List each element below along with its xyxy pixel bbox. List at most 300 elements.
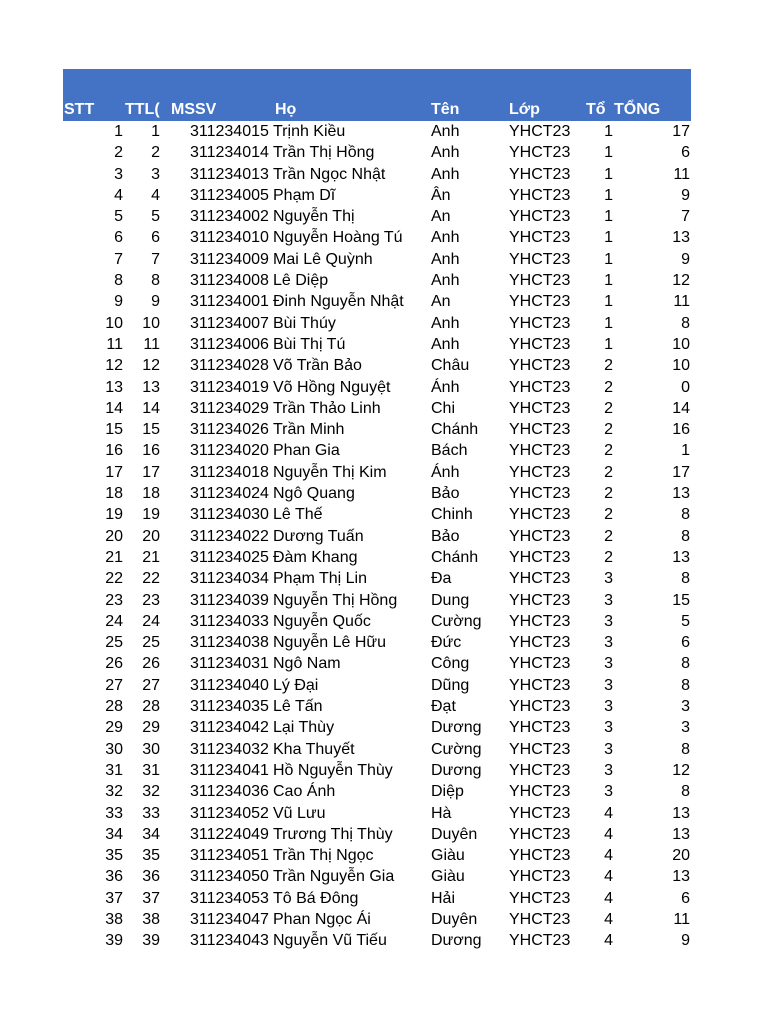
cell-ho[interactable]: Đinh Nguyễn Nhật [273, 293, 404, 311]
cell-ho[interactable]: Dương Tuấn [273, 527, 364, 545]
table-row[interactable] [63, 845, 691, 866]
cell-to[interactable]: 3 [604, 591, 613, 609]
cell-lop[interactable]: YHCT23 [509, 506, 571, 524]
cell-stt[interactable]: 16 [105, 442, 123, 460]
table-row[interactable] [63, 888, 691, 909]
cell-lop[interactable]: YHCT23 [509, 186, 571, 204]
cell-ttl[interactable]: 35 [142, 847, 160, 865]
cell-stt[interactable]: 30 [105, 740, 123, 758]
cell-lop[interactable]: YHCT23 [509, 208, 571, 226]
cell-to[interactable]: 2 [604, 548, 613, 566]
cell-lop[interactable]: YHCT23 [509, 719, 571, 737]
table-row[interactable] [63, 866, 691, 887]
cell-ho[interactable]: Phạm Thị Lin [273, 570, 367, 588]
cell-tong[interactable]: 8 [681, 570, 690, 588]
table-row[interactable] [63, 760, 691, 781]
cell-ttl[interactable]: 11 [143, 335, 160, 353]
table-row[interactable] [63, 206, 691, 227]
cell-ten[interactable]: Giàu [431, 868, 465, 886]
cell-stt[interactable]: 5 [114, 208, 123, 226]
cell-stt[interactable]: 3 [114, 165, 123, 183]
cell-lop[interactable]: YHCT23 [509, 463, 571, 481]
cell-mssv[interactable]: 311234002 [190, 208, 269, 226]
cell-stt[interactable]: 11 [106, 335, 123, 353]
cell-mssv[interactable]: 311234005 [190, 186, 269, 204]
cell-stt[interactable]: 37 [105, 889, 123, 907]
cell-stt[interactable]: 13 [105, 378, 123, 396]
cell-stt[interactable]: 1 [114, 123, 123, 140]
table-row[interactable] [63, 440, 691, 461]
cell-mssv[interactable]: 311234032 [190, 740, 269, 758]
cell-stt[interactable]: 22 [105, 570, 123, 588]
cell-tong[interactable]: 7 [681, 208, 690, 226]
cell-stt[interactable]: 19 [105, 506, 123, 524]
cell-to[interactable]: 3 [604, 612, 613, 630]
cell-lop[interactable]: YHCT23 [509, 740, 571, 758]
cell-stt[interactable]: 27 [105, 676, 123, 694]
cell-ten[interactable]: Ánh [431, 378, 460, 396]
cell-stt[interactable]: 17 [105, 463, 123, 481]
cell-stt[interactable]: 28 [105, 698, 123, 716]
table-row[interactable] [63, 526, 691, 547]
table-row[interactable] [63, 824, 691, 845]
cell-mssv[interactable]: 311234052 [190, 804, 269, 822]
cell-ttl[interactable]: 15 [142, 421, 160, 439]
cell-ttl[interactable]: 23 [142, 591, 160, 609]
cell-ho[interactable]: Nguyễn Quốc [273, 612, 371, 630]
cell-ho[interactable]: Ngô Quang [273, 485, 355, 503]
cell-tong[interactable]: 12 [672, 272, 690, 290]
cell-ttl[interactable]: 25 [142, 634, 160, 652]
cell-ho[interactable]: Lê Diệp [273, 272, 329, 290]
cell-ten[interactable]: Dung [431, 591, 470, 609]
table-row[interactable] [63, 781, 691, 802]
cell-ten[interactable]: Anh [431, 272, 460, 290]
cell-to[interactable]: 2 [604, 485, 613, 503]
table-row[interactable] [63, 462, 691, 483]
cell-tong[interactable]: 15 [672, 591, 690, 609]
cell-lop[interactable]: YHCT23 [509, 655, 571, 673]
header-mssv[interactable]: MSSV [171, 101, 217, 118]
cell-tong[interactable]: 8 [681, 527, 690, 545]
cell-ten[interactable]: Ánh [431, 463, 460, 481]
cell-to[interactable]: 1 [604, 293, 613, 311]
cell-tong[interactable]: 5 [681, 612, 690, 630]
cell-tong[interactable]: 9 [681, 186, 690, 204]
cell-lop[interactable]: YHCT23 [509, 548, 571, 566]
cell-mssv[interactable]: 311234030 [190, 506, 269, 524]
cell-ttl[interactable]: 36 [142, 868, 160, 886]
table-row[interactable] [63, 803, 691, 824]
cell-ttl[interactable]: 24 [142, 612, 160, 630]
cell-stt[interactable]: 24 [105, 612, 123, 630]
cell-mssv[interactable]: 311234034 [190, 570, 269, 588]
cell-ttl[interactable]: 19 [142, 506, 160, 524]
cell-lop[interactable]: YHCT23 [509, 527, 571, 545]
cell-tong[interactable]: 6 [681, 144, 690, 162]
cell-lop[interactable]: YHCT23 [509, 783, 571, 801]
cell-to[interactable]: 1 [604, 123, 613, 140]
cell-mssv[interactable]: 311234035 [190, 698, 269, 716]
cell-ho[interactable]: Trần Ngọc Nhật [273, 165, 386, 183]
cell-stt[interactable]: 9 [114, 293, 123, 311]
cell-to[interactable]: 2 [604, 399, 613, 417]
header-stt[interactable]: STT [64, 101, 95, 118]
cell-ho[interactable]: Trần Thị Hồng [273, 144, 375, 162]
cell-ttl[interactable]: 22 [142, 570, 160, 588]
cell-ttl[interactable]: 30 [142, 740, 160, 758]
cell-tong[interactable]: 16 [672, 421, 690, 439]
cell-ho[interactable]: Trương Thị Thùy [273, 825, 393, 843]
cell-ten[interactable]: Đạt [431, 698, 456, 716]
cell-lop[interactable]: YHCT23 [509, 314, 571, 332]
cell-ho[interactable]: Trần Minh [273, 421, 345, 439]
cell-lop[interactable]: YHCT23 [509, 144, 571, 162]
cell-ho[interactable]: Vũ Lưu [273, 804, 326, 822]
cell-lop[interactable]: YHCT23 [509, 634, 571, 652]
cell-tong[interactable]: 17 [672, 123, 690, 140]
cell-stt[interactable]: 2 [114, 144, 123, 162]
table-row[interactable] [63, 653, 691, 674]
cell-lop[interactable]: YHCT23 [509, 485, 571, 503]
cell-ten[interactable]: Dũng [431, 676, 470, 694]
cell-ttl[interactable]: 34 [142, 825, 160, 843]
cell-stt[interactable]: 4 [114, 186, 123, 204]
cell-mssv[interactable]: 311234024 [190, 485, 269, 503]
cell-ttl[interactable]: 37 [142, 889, 160, 907]
cell-ttl[interactable]: 12 [142, 357, 160, 375]
cell-stt[interactable]: 38 [105, 910, 123, 928]
cell-mssv[interactable]: 311234026 [190, 421, 269, 439]
cell-mssv[interactable]: 311234025 [190, 548, 269, 566]
cell-to[interactable]: 2 [604, 463, 613, 481]
cell-ho[interactable]: Trịnh Kiều [273, 123, 346, 140]
cell-mssv[interactable]: 311234028 [190, 357, 269, 375]
cell-ttl[interactable]: 31 [142, 761, 160, 779]
cell-ttl[interactable]: 39 [142, 932, 160, 950]
cell-lop[interactable]: YHCT23 [509, 229, 571, 247]
cell-lop[interactable]: YHCT23 [509, 570, 571, 588]
cell-ten[interactable]: Dương [431, 761, 482, 779]
cell-ho[interactable]: Trần Thảo Linh [273, 399, 381, 417]
header-to[interactable]: Tổ [586, 101, 606, 118]
cell-ttl[interactable]: 10 [142, 314, 160, 332]
cell-ttl[interactable]: 27 [142, 676, 160, 694]
cell-mssv[interactable]: 311234010 [190, 229, 269, 247]
cell-ten[interactable]: Chánh [431, 548, 479, 566]
cell-to[interactable]: 4 [604, 910, 613, 928]
cell-lop[interactable]: YHCT23 [509, 421, 571, 439]
cell-ho[interactable]: Cao Ánh [273, 783, 336, 801]
cell-stt[interactable]: 32 [105, 783, 123, 801]
cell-to[interactable]: 2 [604, 506, 613, 524]
cell-ttl[interactable]: 18 [142, 485, 160, 503]
cell-to[interactable]: 2 [604, 421, 613, 439]
cell-mssv[interactable]: 311234050 [190, 868, 269, 886]
cell-to[interactable]: 4 [604, 825, 613, 843]
cell-to[interactable]: 2 [604, 378, 613, 396]
cell-ho[interactable]: Ngô Nam [273, 655, 341, 673]
cell-to[interactable]: 2 [604, 442, 613, 460]
cell-lop[interactable]: YHCT23 [509, 335, 571, 353]
cell-stt[interactable]: 12 [105, 357, 123, 375]
cell-lop[interactable]: YHCT23 [509, 399, 571, 417]
cell-ho[interactable]: Nguyễn Hoàng Tú [273, 229, 403, 247]
cell-tong[interactable]: 0 [681, 378, 690, 396]
cell-lop[interactable]: YHCT23 [509, 272, 571, 290]
cell-mssv[interactable]: 311234041 [190, 761, 269, 779]
cell-mssv[interactable]: 311234006 [190, 335, 269, 353]
cell-tong[interactable]: 13 [672, 548, 690, 566]
cell-ttl[interactable]: 33 [142, 804, 160, 822]
table-row[interactable] [63, 675, 691, 696]
cell-to[interactable]: 1 [604, 144, 613, 162]
cell-to[interactable]: 3 [604, 676, 613, 694]
cell-to[interactable]: 1 [604, 165, 613, 183]
cell-ho[interactable]: Mai Lê Quỳnh [273, 250, 373, 268]
cell-tong[interactable]: 6 [681, 889, 690, 907]
cell-stt[interactable]: 39 [105, 932, 123, 950]
cell-ttl[interactable]: 20 [142, 527, 160, 545]
cell-ttl[interactable]: 7 [151, 250, 160, 268]
table-row[interactable] [63, 142, 691, 163]
cell-ttl[interactable]: 26 [142, 655, 160, 673]
cell-tong[interactable]: 8 [681, 506, 690, 524]
cell-stt[interactable]: 14 [105, 399, 123, 417]
cell-lop[interactable]: YHCT23 [509, 932, 571, 950]
cell-ten[interactable]: Cường [431, 612, 482, 630]
cell-ho[interactable]: Đàm Khang [273, 548, 358, 566]
cell-tong[interactable]: 6 [681, 634, 690, 652]
cell-ten[interactable]: Anh [431, 123, 460, 140]
table-row[interactable] [63, 568, 691, 589]
cell-ten[interactable]: Đa [431, 570, 452, 588]
table-row[interactable] [63, 717, 691, 738]
cell-tong[interactable]: 12 [672, 761, 690, 779]
table-row[interactable] [63, 121, 691, 142]
cell-ten[interactable]: Anh [431, 250, 460, 268]
cell-ten[interactable]: Chinh [431, 506, 473, 524]
cell-stt[interactable]: 25 [105, 634, 123, 652]
cell-ten[interactable]: Cường [431, 740, 482, 758]
cell-to[interactable]: 4 [604, 804, 613, 822]
cell-stt[interactable]: 36 [105, 868, 123, 886]
cell-mssv[interactable]: 311234015 [190, 123, 269, 140]
cell-stt[interactable]: 33 [105, 804, 123, 822]
cell-mssv[interactable]: 311234051 [190, 847, 269, 865]
table-row[interactable] [63, 483, 691, 504]
cell-to[interactable]: 1 [604, 335, 613, 353]
table-row[interactable] [63, 377, 691, 398]
cell-ttl[interactable]: 13 [142, 378, 160, 396]
cell-lop[interactable]: YHCT23 [509, 847, 571, 865]
table-row[interactable] [63, 909, 691, 930]
cell-to[interactable]: 4 [604, 889, 613, 907]
cell-mssv[interactable]: 311234031 [190, 655, 269, 673]
table-row[interactable] [63, 590, 691, 611]
cell-ho[interactable]: Lại Thùy [273, 719, 335, 737]
cell-lop[interactable]: YHCT23 [509, 293, 571, 311]
cell-mssv[interactable]: 311234040 [190, 676, 269, 694]
cell-to[interactable]: 4 [604, 847, 613, 865]
cell-ten[interactable]: Anh [431, 165, 460, 183]
cell-ten[interactable]: Bách [431, 442, 468, 460]
header-ho[interactable]: Họ [275, 101, 297, 118]
cell-mssv[interactable]: 311234033 [190, 612, 269, 630]
cell-to[interactable]: 1 [604, 229, 613, 247]
cell-stt[interactable]: 34 [105, 825, 123, 843]
cell-stt[interactable]: 20 [105, 527, 123, 545]
cell-stt[interactable]: 23 [105, 591, 123, 609]
cell-to[interactable]: 3 [604, 740, 613, 758]
cell-stt[interactable]: 10 [105, 314, 123, 332]
cell-lop[interactable]: YHCT23 [509, 612, 571, 630]
cell-ho[interactable]: Nguyễn Thị Hồng [273, 591, 398, 609]
cell-ttl[interactable]: 29 [142, 719, 160, 737]
cell-tong[interactable]: 13 [672, 229, 690, 247]
cell-lop[interactable]: YHCT23 [509, 676, 571, 694]
cell-stt[interactable]: 26 [105, 655, 123, 673]
cell-stt[interactable]: 21 [105, 548, 123, 566]
cell-ttl[interactable]: 6 [151, 229, 160, 247]
cell-stt[interactable]: 8 [114, 272, 123, 290]
cell-to[interactable]: 1 [604, 250, 613, 268]
cell-ho[interactable]: Nguyễn Thị Kim [273, 463, 387, 481]
table-row[interactable] [63, 270, 691, 291]
cell-mssv[interactable]: 311234022 [190, 527, 269, 545]
cell-mssv[interactable]: 311234043 [190, 932, 269, 950]
table-row[interactable] [63, 249, 691, 270]
cell-ho[interactable]: Nguyễn Lê Hữu [273, 634, 386, 652]
cell-tong[interactable]: 14 [672, 399, 690, 417]
cell-ho[interactable]: Tô Bá Đông [273, 889, 359, 907]
cell-ttl[interactable]: 1 [151, 123, 160, 140]
cell-lop[interactable]: YHCT23 [509, 804, 571, 822]
cell-ttl[interactable]: 17 [142, 463, 160, 481]
cell-ho[interactable]: Lý Đại [273, 676, 319, 694]
cell-ten[interactable]: Anh [431, 229, 460, 247]
cell-ttl[interactable]: 8 [151, 272, 160, 290]
cell-mssv[interactable]: 311234053 [190, 889, 269, 907]
cell-to[interactable]: 3 [604, 783, 613, 801]
cell-ttl[interactable]: 28 [142, 698, 160, 716]
cell-to[interactable]: 2 [604, 527, 613, 545]
cell-tong[interactable]: 8 [681, 740, 690, 758]
cell-ten[interactable]: Duyên [431, 910, 478, 928]
cell-ho[interactable]: Trần Nguyễn Gia [273, 868, 395, 886]
cell-ten[interactable]: Hà [431, 804, 452, 822]
cell-ten[interactable]: An [431, 208, 451, 226]
table-row[interactable] [63, 419, 691, 440]
cell-to[interactable]: 3 [604, 719, 613, 737]
cell-mssv[interactable]: 311234008 [190, 272, 269, 290]
table-row[interactable] [63, 547, 691, 568]
cell-to[interactable]: 3 [604, 634, 613, 652]
cell-tong[interactable]: 10 [672, 335, 690, 353]
cell-ho[interactable]: Lê Thế [273, 506, 323, 524]
cell-tong[interactable]: 10 [672, 357, 690, 375]
cell-tong[interactable]: 1 [681, 442, 690, 460]
cell-ttl[interactable]: 21 [142, 548, 160, 566]
table-row[interactable] [63, 632, 691, 653]
cell-to[interactable]: 1 [604, 272, 613, 290]
cell-to[interactable]: 3 [604, 761, 613, 779]
cell-lop[interactable]: YHCT23 [509, 123, 571, 140]
cell-tong[interactable]: 9 [681, 250, 690, 268]
cell-mssv[interactable]: 311224049 [190, 825, 269, 843]
cell-stt[interactable]: 6 [114, 229, 123, 247]
cell-tong[interactable]: 20 [672, 847, 690, 865]
cell-stt[interactable]: 15 [105, 421, 123, 439]
cell-ten[interactable]: Anh [431, 144, 460, 162]
cell-to[interactable]: 4 [604, 932, 613, 950]
table-row[interactable] [63, 696, 691, 717]
cell-ten[interactable]: Chánh [431, 421, 479, 439]
cell-mssv[interactable]: 311234014 [190, 144, 269, 162]
cell-ho[interactable]: Lê Tấn [273, 698, 323, 716]
cell-ten[interactable]: Dương [431, 932, 482, 950]
table-row[interactable] [63, 185, 691, 206]
cell-ttl[interactable]: 16 [142, 442, 160, 460]
cell-ttl[interactable]: 2 [151, 144, 160, 162]
cell-ten[interactable]: Chi [431, 399, 456, 417]
cell-tong[interactable]: 11 [673, 293, 690, 311]
cell-ten[interactable]: An [431, 293, 451, 311]
cell-mssv[interactable]: 311234018 [190, 463, 269, 481]
cell-ttl[interactable]: 32 [142, 783, 160, 801]
cell-tong[interactable]: 13 [672, 804, 690, 822]
cell-mssv[interactable]: 311234047 [190, 910, 269, 928]
cell-lop[interactable]: YHCT23 [509, 591, 571, 609]
cell-ho[interactable]: Trần Thị Ngọc [273, 847, 374, 865]
cell-ho[interactable]: Võ Hồng Nguyệt [273, 378, 391, 396]
cell-mssv[interactable]: 311234009 [190, 250, 269, 268]
table-row[interactable] [63, 334, 691, 355]
cell-to[interactable]: 3 [604, 655, 613, 673]
table-row[interactable] [63, 930, 691, 951]
cell-to[interactable]: 3 [604, 570, 613, 588]
table-row[interactable] [63, 398, 691, 419]
cell-ho[interactable]: Kha Thuyết [273, 740, 355, 758]
table-row[interactable] [63, 164, 691, 185]
cell-lop[interactable]: YHCT23 [509, 698, 571, 716]
cell-tong[interactable]: 8 [681, 655, 690, 673]
header-ttl[interactable]: TTL( [125, 101, 160, 118]
cell-ttl[interactable]: 5 [151, 208, 160, 226]
cell-mssv[interactable]: 311234042 [190, 719, 269, 737]
cell-mssv[interactable]: 311234019 [190, 378, 269, 396]
table-row[interactable] [63, 355, 691, 376]
cell-ten[interactable]: Công [431, 655, 470, 673]
cell-ho[interactable]: Phạm Dĩ [273, 186, 336, 204]
cell-lop[interactable]: YHCT23 [509, 868, 571, 886]
cell-ho[interactable]: Phan Gia [273, 442, 340, 460]
cell-ho[interactable]: Võ Trần Bảo [273, 357, 362, 375]
cell-mssv[interactable]: 311234020 [190, 442, 269, 460]
cell-ten[interactable]: Châu [431, 357, 470, 375]
cell-ten[interactable]: Hải [431, 889, 456, 907]
cell-to[interactable]: 1 [604, 186, 613, 204]
table-row[interactable] [63, 504, 691, 525]
cell-mssv[interactable]: 311234013 [190, 165, 269, 183]
cell-ten[interactable]: Đức [431, 634, 462, 652]
cell-stt[interactable]: 35 [105, 847, 123, 865]
cell-lop[interactable]: YHCT23 [509, 378, 571, 396]
cell-to[interactable]: 2 [604, 357, 613, 375]
cell-ho[interactable]: Bùi Thị Tú [273, 335, 346, 353]
table-row[interactable] [63, 227, 691, 248]
cell-stt[interactable]: 7 [114, 250, 123, 268]
